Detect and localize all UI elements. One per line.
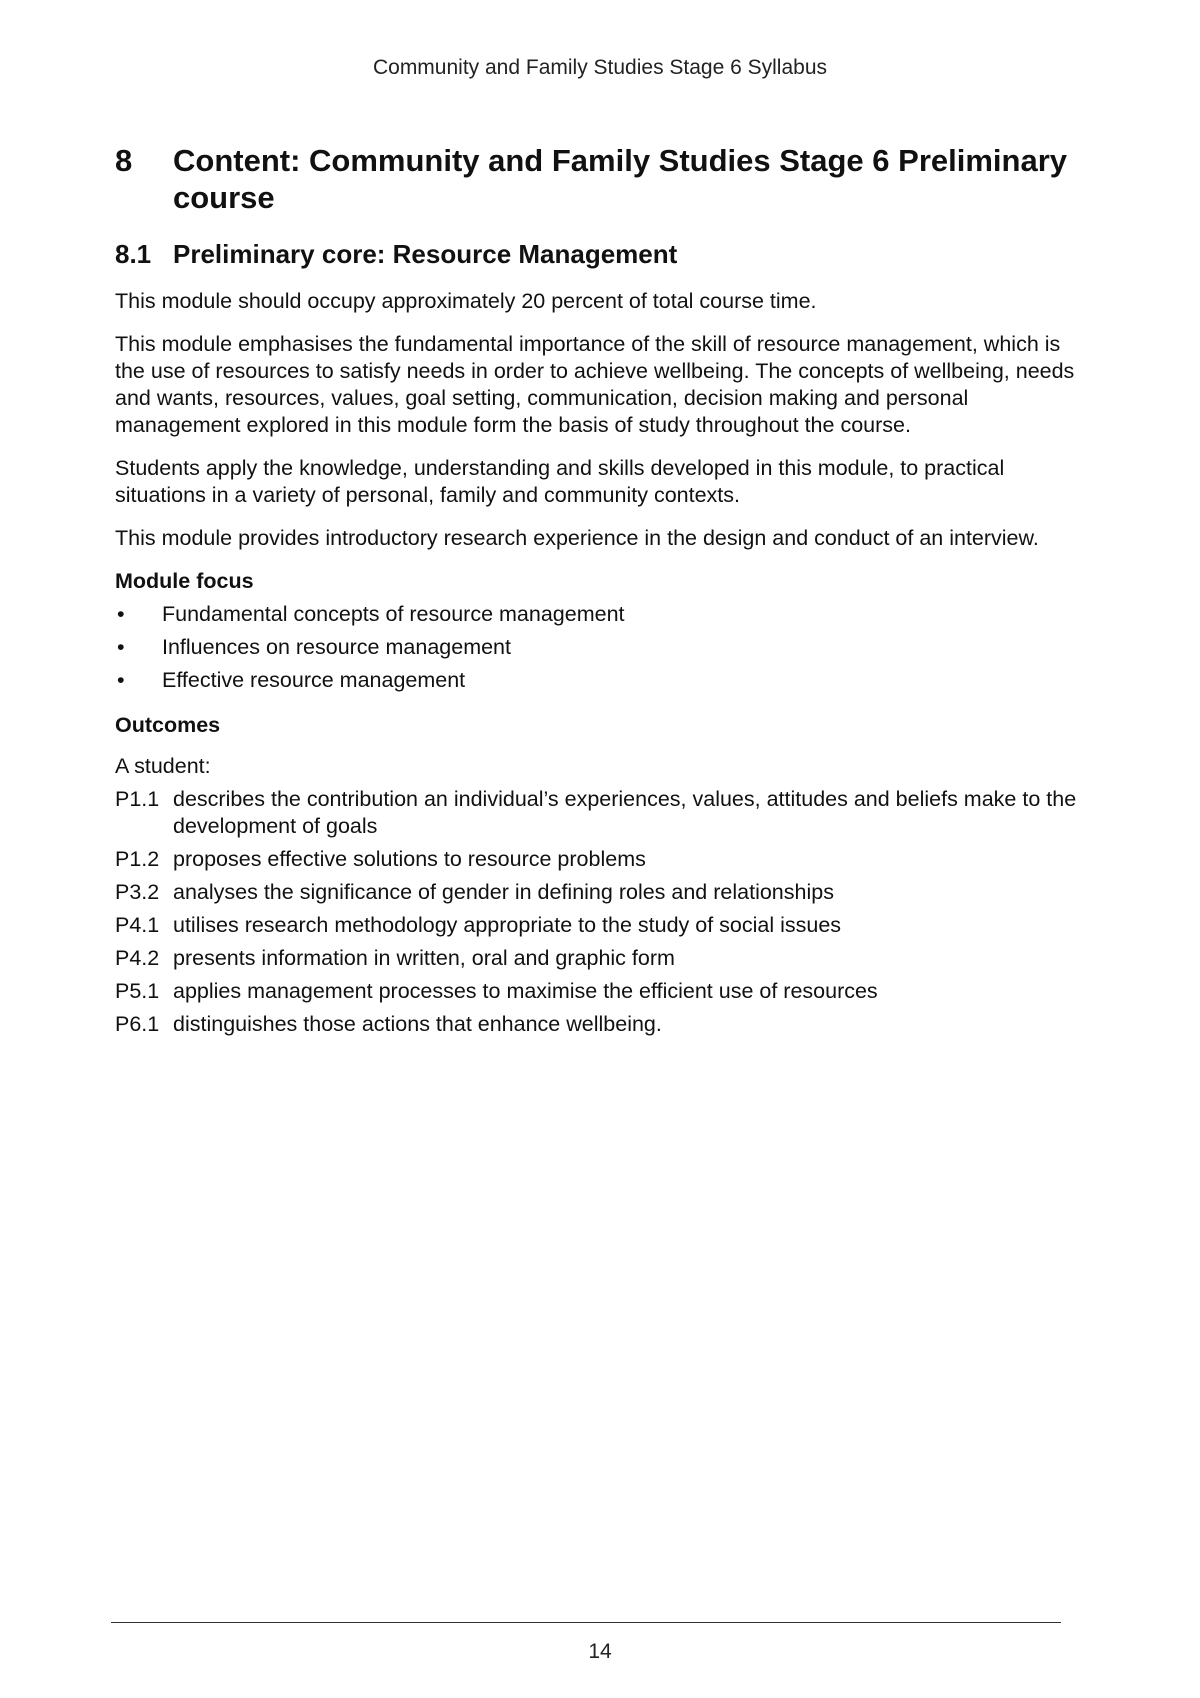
section-number: 8: [115, 143, 133, 178]
outcome-item: [115, 978, 1095, 1005]
outcome-item: [115, 1011, 1095, 1038]
outcome-text: applies management processes to maximise the efficient use of resources: [173, 979, 878, 1003]
outcome-code: P3.2: [115, 880, 160, 904]
page-number: 14: [588, 1640, 612, 1663]
outcome-item: [115, 846, 1095, 873]
list-item: [115, 634, 1095, 661]
outcome-code: P1.1: [115, 787, 160, 811]
list-item-text: Effective resource management: [162, 668, 466, 692]
list-item: [115, 667, 1095, 694]
module-focus-list: [115, 601, 1095, 694]
footer-divider: [111, 1622, 1061, 1623]
subsection-number: 8.1: [115, 239, 152, 269]
outcome-text: presents information in written, oral and graphic form: [173, 946, 675, 970]
outcome-code: P4.2: [115, 946, 160, 970]
paragraph-research-experience: This module provides introductory research experience in the design and conduct of an interview.: [115, 526, 1039, 550]
list-item: [115, 601, 1095, 628]
list-item-text: Influences on resource management: [162, 635, 511, 659]
outcome-text: analyses the significance of gender in defining roles and relationships: [173, 880, 834, 904]
paragraph-course-time: This module should occupy approximately 20 percent of total course time.: [115, 289, 817, 313]
subsection-title: Preliminary core: Resource Management: [173, 239, 678, 269]
outcomes-heading: Outcomes: [115, 713, 221, 737]
section-heading: [115, 142, 1095, 216]
outcome-text: proposes effective solutions to resource problems: [173, 847, 646, 871]
paragraph-module-emphasis: This module emphasises the fundamental importance of the skill of resource management, which is the use of resources to satisfy needs in order to achieve wellbeing. The concepts of wellbeing, needs and wants, resources, values, goal setting, communication, decision making and personal management explored in this module form the basis of study throughout the course.: [115, 332, 1075, 437]
outcome-text: describes the contribution an individual’s experiences, values, attitudes and beliefs make to the development of goals: [173, 787, 1077, 838]
outcome-text: distinguishes those actions that enhance wellbeing.: [173, 1012, 662, 1036]
section-title: Content: Community and Family Studies Stage 6 Preliminary course: [173, 143, 1068, 215]
bullet-marker: •: [117, 668, 125, 692]
outcomes-list: [115, 786, 1095, 1038]
outcome-text: utilises research methodology appropriate to the study of social issues: [173, 913, 842, 937]
bullet-marker: •: [117, 602, 125, 626]
outcome-item: [115, 912, 1095, 939]
outcome-code: P1.2: [115, 847, 160, 871]
outcome-code: P6.1: [115, 1012, 160, 1036]
outcome-item: [115, 945, 1095, 972]
page-content: [115, 142, 1095, 1044]
outcomes-intro: A student:: [115, 754, 211, 778]
list-item-text: Fundamental concepts of resource management: [162, 602, 625, 626]
module-focus-heading: Module focus: [115, 569, 254, 593]
outcome-item: [115, 879, 1095, 906]
outcome-item: [115, 786, 1095, 840]
paragraph-students-apply: Students apply the knowledge, understanding and skills developed in this module, to practical situations in a variety of personal, family and community contexts.: [115, 456, 1005, 507]
subsection-heading: [115, 238, 1095, 270]
running-header: Community and Family Studies Stage 6 Syllabus: [372, 56, 828, 79]
outcome-code: P5.1: [115, 979, 160, 1003]
outcome-code: P4.1: [115, 913, 160, 937]
bullet-marker: •: [117, 635, 125, 659]
